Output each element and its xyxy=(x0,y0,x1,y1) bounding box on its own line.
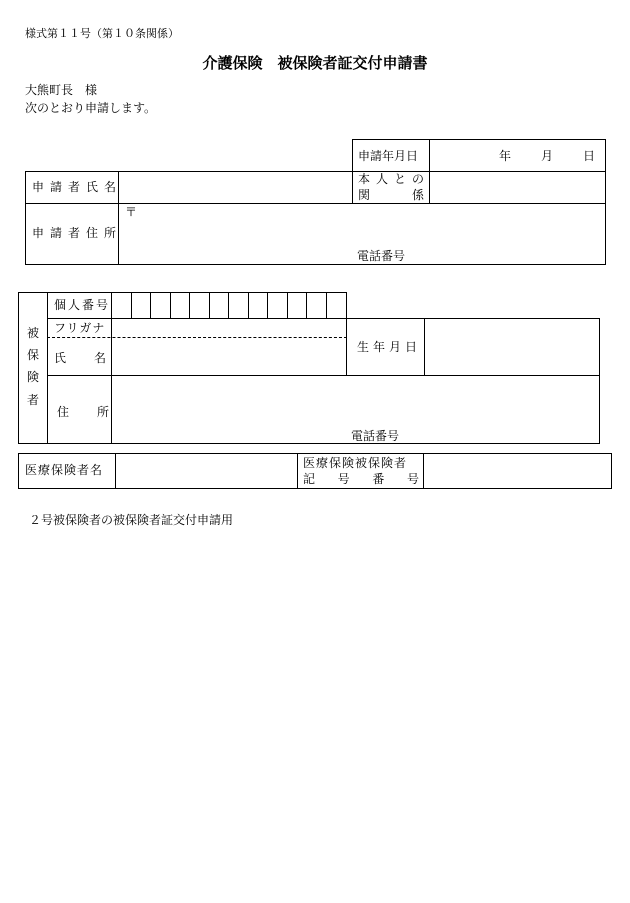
page-title: 介護保険 被保険者証交付申請書 xyxy=(202,54,428,72)
insurer-name-label: 医療保険者名 xyxy=(25,463,104,477)
insured-name-field[interactable] xyxy=(112,338,346,375)
furigana-label: フリガナ xyxy=(54,321,106,335)
date-month-label: 月 xyxy=(541,149,554,163)
applicant-name-label: 申請者氏名 xyxy=(32,180,123,194)
date-year-label: 年 xyxy=(499,149,512,163)
insured-symbol-label-2: 記 号 番 号 xyxy=(303,472,419,486)
insured-phone-label: 電話番号 xyxy=(351,429,400,443)
relation-field[interactable] xyxy=(430,172,605,203)
insured-symbol-field[interactable] xyxy=(424,454,611,488)
birthdate-field[interactable] xyxy=(425,319,599,375)
insured-label-char-4: 者 xyxy=(26,393,39,407)
insured-label-char-2: 保 xyxy=(26,348,39,362)
applicant-phone-label: 電話番号 xyxy=(357,249,406,263)
relation-label-2: 関 係 xyxy=(358,188,424,202)
furigana-field[interactable] xyxy=(112,319,346,336)
application-date-field[interactable] xyxy=(430,140,605,171)
insured-label-char-1: 被 xyxy=(26,326,39,340)
footer-note: ２号被保険者の被保険者証交付申請用 xyxy=(29,513,234,527)
postal-mark: 〒 xyxy=(125,205,138,219)
insured-label-char-3: 険 xyxy=(26,370,39,384)
insurer-name-field[interactable] xyxy=(116,454,296,488)
intro-text: 次のとおり申請します。 xyxy=(25,101,157,115)
insured-name-label: 氏 名 xyxy=(54,351,115,365)
relation-label-1: 本人との xyxy=(358,172,431,186)
personal-number-label: 個人番号 xyxy=(54,298,111,312)
applicant-name-field[interactable] xyxy=(119,172,351,203)
insured-symbol-label-1: 医療保険被保険者 xyxy=(303,456,408,470)
birthdate-label: 生年月日 xyxy=(357,340,422,354)
applicant-address-label: 申請者住所 xyxy=(32,226,123,240)
form-number: 様式第１１号（第１０条関係） xyxy=(25,27,179,40)
date-day-label: 日 xyxy=(583,149,596,163)
addressee: 大熊町長 様 xyxy=(25,83,98,97)
application-date-label: 申請年月日 xyxy=(358,149,419,163)
insured-group-cell xyxy=(18,292,48,444)
personal-number-field[interactable] xyxy=(112,293,346,318)
insured-address-label: 住 所 xyxy=(57,405,118,419)
